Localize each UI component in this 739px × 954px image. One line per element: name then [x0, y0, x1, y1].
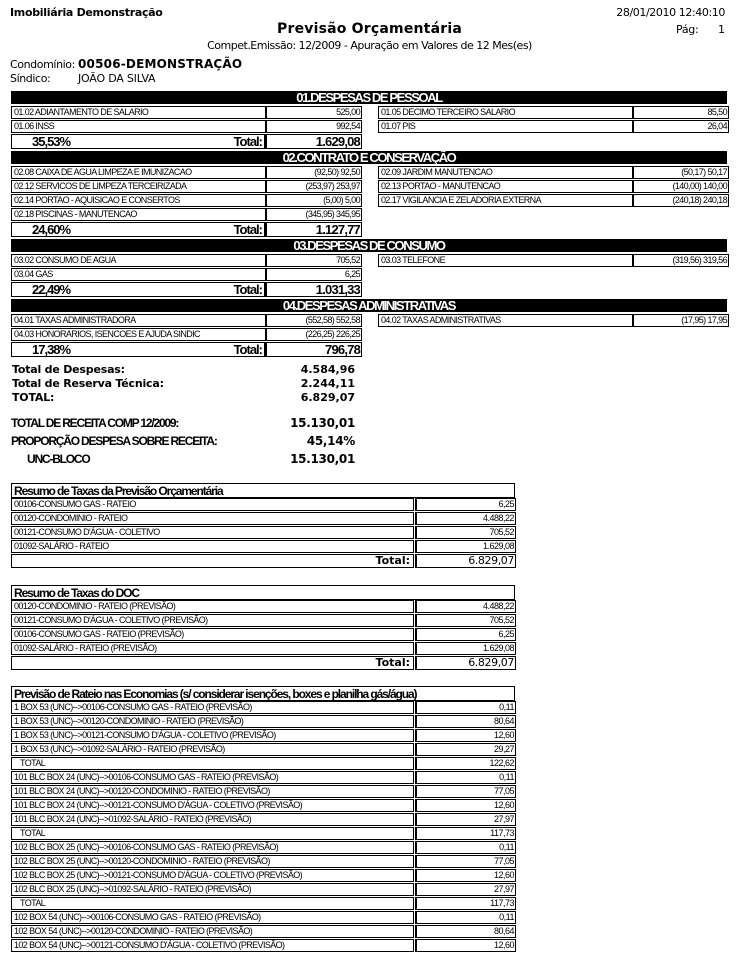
table-row [11, 743, 515, 757]
expense-label: 02.18 PISCINAS - MANUTENCAO [11, 208, 266, 221]
rateio-table [11, 686, 515, 953]
total-despesas-value: 4.584,96 [300, 363, 355, 376]
expense-label: 01.06 INSS [11, 120, 266, 133]
table-row [11, 799, 515, 813]
section-total-value: 1.127,77 [265, 222, 362, 237]
table-row [11, 715, 515, 729]
expense-label: 02.08 CAIXA DE AGUA LIMPEZA E IMUNIZACAO [11, 166, 266, 179]
row-value: 4.488,22 [415, 512, 516, 525]
row-label: 102 BOX 54 (UNC)-->00106-CONSUMO GAS - RATEIO (PREVISÃO) [11, 911, 414, 924]
total-label: TOTAL: [12, 391, 55, 404]
section-total-value: 1.629,08 [265, 134, 362, 149]
table-row [11, 628, 515, 642]
row-value: 0,11 [415, 911, 516, 924]
expense-label: 02.12 SERVICOS DE LIMPEZA TERCEIRIZADA [11, 180, 266, 193]
expense-label: 03.03 TELEFONE [378, 254, 633, 267]
row-value: 705,52 [415, 526, 516, 539]
row-label: 01092-SALÁRIO - RATEIO [11, 540, 414, 553]
expense-value: (226,25) 226,25 [265, 328, 362, 341]
row-value: 27,97 [415, 813, 516, 826]
section-percent: 17,38% [32, 342, 71, 357]
expense-label: 01.07 PIS [378, 120, 633, 133]
condominio-label: Condomínio: [10, 58, 75, 71]
row-value: 122,62 [415, 757, 516, 770]
expense-value: (240,18) 240,18 [632, 194, 729, 207]
expense-value: (50,17) 50,17 [632, 166, 729, 179]
expense-label: 04.03 HONORARIOS, ISENCOES E AJUDA SINDIC [11, 328, 266, 341]
expense-label: 04.02 TAXAS ADMINISTRATIVAS [378, 314, 633, 327]
expense-label: 03.02 CONSUMO DE AGUA [11, 254, 266, 267]
row-label: 00121-CONSUMO D'ÁGUA - COLETIVO [11, 526, 414, 539]
section-total-value: 1.031,33 [265, 282, 362, 297]
table-row [11, 512, 515, 526]
section-total-row [11, 222, 265, 237]
row-value: 12,60 [415, 869, 516, 882]
expense-label: 03.04 GAS [11, 268, 266, 281]
row-label: TOTAL [11, 897, 414, 910]
table-title: Previsão de Rateio nas Economias (s/ considerar isenções, boxes e planilha gás/água) [11, 686, 515, 701]
expense-value: (92,50) 92,50 [265, 166, 362, 179]
row-value: 12,60 [415, 729, 516, 742]
table-row [11, 614, 515, 628]
expense-value: (253,97) 253,97 [265, 180, 362, 193]
expense-value: (5,00) 5,00 [265, 194, 362, 207]
row-label: 102 BLC BOX 25 (UNC)-->00121-CONSUMO D'ÁGUA - COLETIVO (PREVISÃO) [11, 869, 414, 882]
total-label: Total: [11, 656, 414, 670]
row-label: 1 BOX 53 (UNC)-->00121-CONSUMO D'ÁGUA - COLETIVO (PREVISÃO) [11, 729, 414, 742]
section-percent: 24,60% [32, 222, 71, 237]
expense-label: 02.13 PORTAO - MANUTENCAO [378, 180, 633, 193]
row-label: 102 BOX 54 (UNC)-->00120-CONDOMINIO - RATEIO (PREVISÃO) [11, 925, 414, 938]
row-label: 1 BOX 53 (UNC)-->00120-CONDOMINIO - RATEIO (PREVISÃO) [11, 715, 414, 728]
row-value: 80,64 [415, 715, 516, 728]
expense-label: 02.14 PORTAO - AQUISICAO E CONSERTOS [11, 194, 266, 207]
section-total-value: 796,78 [265, 342, 362, 357]
row-value: 6,25 [415, 628, 516, 641]
report-title: Previsão Orçamentária [277, 21, 462, 37]
reserva-tecnica-value: 2.244,11 [300, 377, 355, 390]
table-row [11, 869, 515, 883]
expense-value: (17,95) 17,95 [632, 314, 729, 327]
table-title: Resumo de Taxas da Previsão Orçamentária [11, 483, 515, 498]
row-label: 102 BOX 54 (UNC)-->00121-CONSUMO D'ÁGUA - COLETIVO (PREVISÃO) [11, 939, 414, 952]
row-label: 1 BOX 53 (UNC)-->00106-CONSUMO GAS - RATEIO (PREVISÃO) [11, 701, 414, 714]
row-value: 77,05 [415, 785, 516, 798]
row-value: 29,27 [415, 743, 516, 756]
row-value: 27,97 [415, 883, 516, 896]
reserva-tecnica-label: Total de Reserva Técnica: [12, 377, 164, 390]
expense-label: 01.05 DECIMO TERCEIRO SALARIO [378, 106, 633, 119]
expense-value: 992,54 [265, 120, 362, 133]
table-row [11, 841, 515, 855]
company-name: Imobiliária Demonstração [10, 6, 163, 19]
expense-value: 26,04 [632, 120, 729, 133]
row-label: 101 BLC BOX 24 (UNC)-->00120-CONDOMINIO - RATEIO (PREVISÃO) [11, 785, 414, 798]
table-row [11, 526, 515, 540]
row-value: 0,11 [415, 841, 516, 854]
section-total-label: Total: [233, 134, 262, 149]
table-row [11, 785, 515, 799]
section-total-label: Total: [233, 342, 262, 357]
row-label: 102 BLC BOX 25 (UNC)-->00120-CONDOMINIO - RATEIO (PREVISÃO) [11, 855, 414, 868]
row-value: 117,73 [415, 827, 516, 840]
subtotal-row [11, 827, 515, 841]
bloco-value: 15.130,01 [290, 452, 355, 466]
row-value: 0,11 [415, 701, 516, 714]
condominio-value: 00506-DEMONSTRAÇÃO [78, 57, 243, 71]
table-row [11, 883, 515, 897]
total-value: 6.829,07 [415, 656, 516, 670]
row-label: 1 BOX 53 (UNC)-->01092-SALÁRIO - RATEIO (PREVISÃO) [11, 743, 414, 756]
row-value: 705,52 [415, 614, 516, 627]
section-total-row [11, 282, 265, 297]
table-row [11, 771, 515, 785]
row-label: 101 BLC BOX 24 (UNC)-->00106-CONSUMO GAS - RATEIO (PREVISÃO) [11, 771, 414, 784]
expense-label: 02.17 VIGILANCIA E ZELADORIA EXTERNA [378, 194, 633, 207]
row-value: 6,25 [415, 498, 516, 511]
subtotal-row [11, 897, 515, 911]
section-header-consumo: 03.DESPESAS DE CONSUMO [11, 239, 727, 252]
table-row [11, 911, 515, 925]
table-row [11, 813, 515, 827]
expense-label: 02.09 JARDIM MANUTENCAO [378, 166, 633, 179]
expense-label: 01.02 ADIANTAMENTO DE SALARIO [11, 106, 266, 119]
expense-value: (552,58) 552,58 [265, 314, 362, 327]
section-total-label: Total: [233, 282, 262, 297]
row-value: 4.488,22 [415, 600, 516, 613]
total-despesas-label: Total de Despesas: [12, 363, 125, 376]
table-row [11, 540, 515, 554]
row-value: 1.629,08 [415, 540, 516, 553]
receita-label: TOTAL DE RECEITA COMP 12/2009: [11, 416, 179, 430]
row-value: 12,60 [415, 799, 516, 812]
report-datetime: 28/01/2010 12:40:10 [616, 6, 725, 19]
expense-value: 525,00 [265, 106, 362, 119]
row-label: 01092-SALÁRIO - RATEIO (PREVISÃO) [11, 642, 414, 655]
proporcao-label: PROPORÇÃO DESPESA SOBRE RECEITA: [11, 434, 217, 448]
expense-label: 04.01 TAXAS ADMINISTRADORA [11, 314, 266, 327]
table-title: Resumo de Taxas do DOC [11, 585, 515, 600]
section-header-contrato: 02.CONTRATO E CONSERVAÇÃO [11, 151, 727, 164]
row-label: 102 BLC BOX 25 (UNC)-->01092-SALÁRIO - RATEIO (PREVISÃO) [11, 883, 414, 896]
row-label: 00106-CONSUMO GAS - RATEIO (PREVISÃO) [11, 628, 414, 641]
page-number: 1 [718, 23, 725, 36]
row-label: TOTAL [11, 827, 414, 840]
table-total-row [11, 554, 515, 568]
expense-value: (140,00) 140,00 [632, 180, 729, 193]
bloco-label: UNC-BLOCO [27, 452, 90, 466]
expense-value: (345,95) 345,95 [265, 208, 362, 221]
table-row [11, 925, 515, 939]
row-label: 00121-CONSUMO D'ÁGUA - COLETIVO (PREVISÃO) [11, 614, 414, 627]
expense-value: 705,52 [265, 254, 362, 267]
total-label: Total: [11, 554, 414, 568]
expense-value: (319,56) 319,56 [632, 254, 729, 267]
row-label: 00106-CONSUMO GAS - RATEIO [11, 498, 414, 511]
row-value: 12,60 [415, 939, 516, 952]
table-total-row [11, 656, 515, 670]
resumo-doc-table [11, 585, 515, 670]
receita-value: 15.130,01 [290, 416, 355, 430]
row-value: 77,05 [415, 855, 516, 868]
table-row [11, 642, 515, 656]
row-label: 102 BLC BOX 25 (UNC)-->00106-CONSUMO GAS - RATEIO (PREVISÃO) [11, 841, 414, 854]
row-label: TOTAL [11, 757, 414, 770]
table-row [11, 729, 515, 743]
section-header-pessoal: 01.DESPESAS DE PESSOAL [11, 91, 727, 104]
section-total-label: Total: [233, 222, 262, 237]
section-header-administrativas: 04.DESPESAS ADMINISTRATIVAS [11, 299, 727, 312]
sindico-label: Síndico: [10, 72, 51, 85]
section-total-row [11, 342, 265, 357]
row-label: 101 BLC BOX 24 (UNC)-->00121-CONSUMO D'ÁGUA - COLETIVO (PREVISÃO) [11, 799, 414, 812]
row-label: 00120-CONDOMINIO - RATEIO [11, 512, 414, 525]
resumo-previsao-table [11, 483, 515, 568]
table-row [11, 939, 515, 953]
row-value: 0,11 [415, 771, 516, 784]
row-label: 00120-CONDOMINIO - RATEIO (PREVISÃO) [11, 600, 414, 613]
section-total-row [11, 134, 265, 149]
proporcao-value: 45,14% [306, 434, 355, 448]
total-value: 6.829,07 [300, 391, 355, 404]
section-percent: 22,49% [32, 282, 71, 297]
table-row [11, 498, 515, 512]
table-row [11, 600, 515, 614]
page-label: Pág: [676, 23, 699, 36]
subtotal-row [11, 757, 515, 771]
table-row [11, 701, 515, 715]
table-row [11, 855, 515, 869]
row-value: 117,73 [415, 897, 516, 910]
section-percent: 35,53% [32, 134, 71, 149]
row-value: 1.629,08 [415, 642, 516, 655]
row-label: 101 BLC BOX 24 (UNC)-->01092-SALÁRIO - RATEIO (PREVISÃO) [11, 813, 414, 826]
report-subtitle: Compet.Emissão: 12/2009 - Apuração em Valores de 12 Mes(es) [207, 39, 532, 52]
sindico-value: JOÃO DA SILVA [78, 72, 156, 85]
total-value: 6.829,07 [415, 554, 516, 568]
expense-value: 85,50 [632, 106, 729, 119]
row-value: 80,64 [415, 925, 516, 938]
expense-value: 6,25 [265, 268, 362, 281]
